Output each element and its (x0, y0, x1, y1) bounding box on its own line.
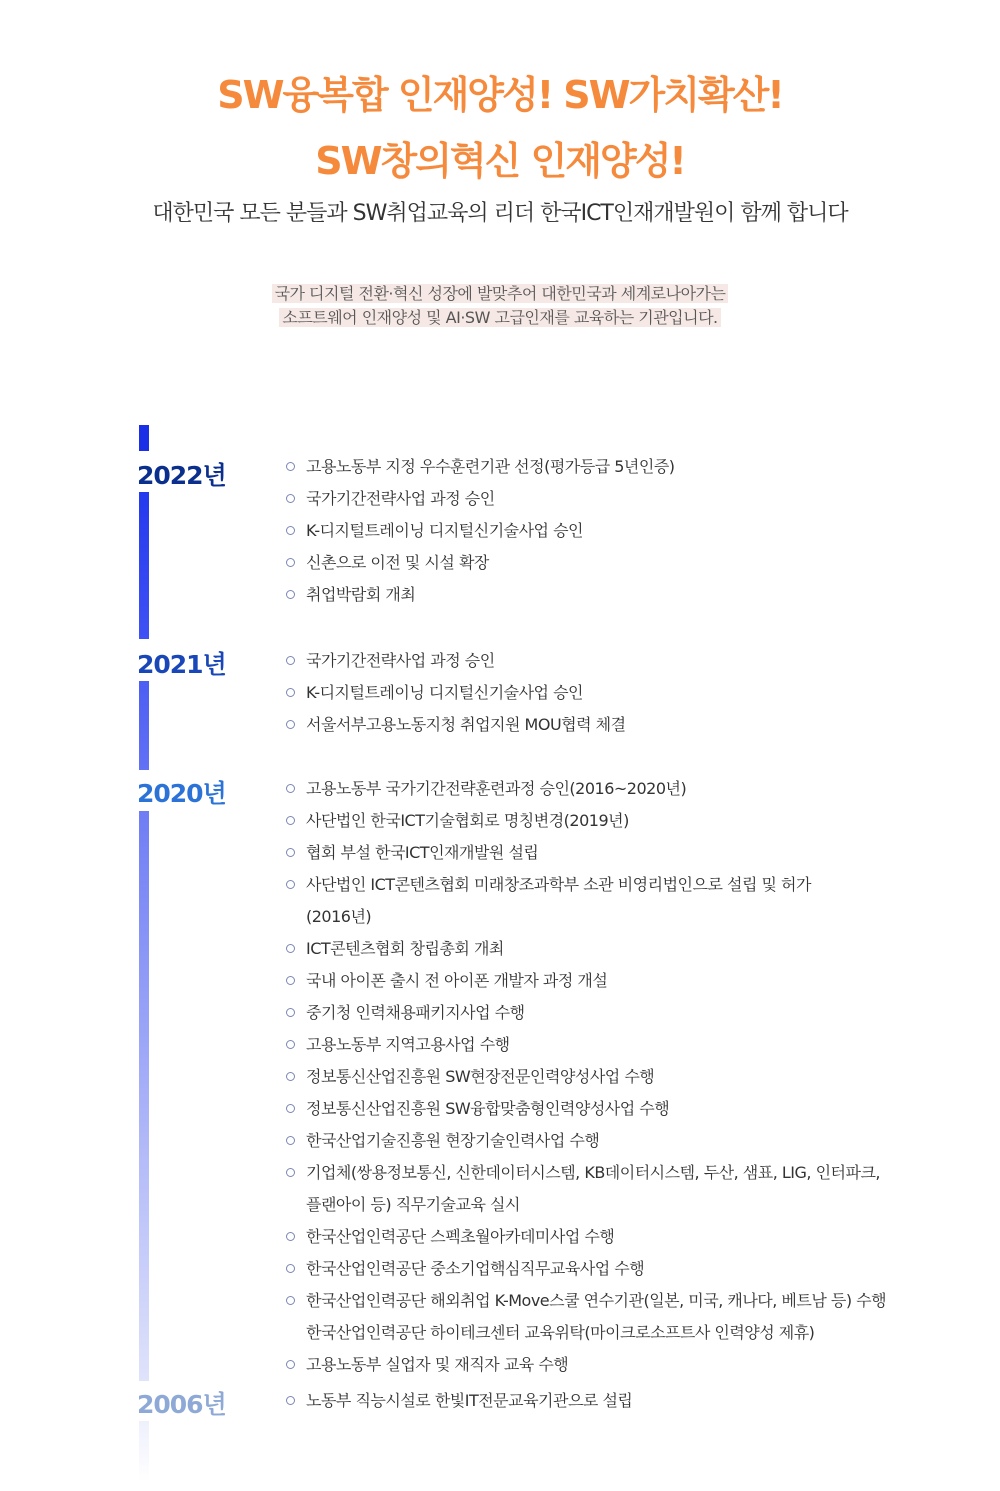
history-item: 고용노동부 국가기간전략훈련과정 승인(2016~2020년) (286, 773, 966, 805)
history-item: 서울서부고용노동지청 취업지원 MOU협력 체결 (286, 709, 966, 741)
history-item: 기업체(쌍용정보통신, 신한데이터시스템, KB데이터시스템, 두산, 샘표, LIG, 인터파크, (286, 1157, 966, 1189)
history-item: 정보통신산업진흥원 SW현장전문인력양성사업 수행 (286, 1061, 966, 1093)
history-item: 협회 부설 한국ICT인재개발원 설립 (286, 837, 966, 869)
history-item: 사단법인 ICT콘텐츠협회 미래창조과학부 소관 비영리법인으로 설립 및 허가 (286, 869, 966, 901)
headline-line-2: SW창의혁신 인재양성! (315, 139, 685, 183)
timeline-bar-segment (139, 811, 149, 1381)
history-item: 고용노동부 지역고용사업 수행 (286, 1029, 966, 1061)
history-item: 한국산업기술진흥원 현장기술인력사업 수행 (286, 1125, 966, 1157)
history-item: 중기청 인력채용패키지사업 수행 (286, 997, 966, 1029)
subtitle: 대한민국 모든 분들과 SW취업교육의 리더 한국ICT인재개발원이 함께 합니다 (152, 201, 848, 226)
history-list-2006 (286, 1385, 966, 1417)
headline-line-1: SW융복합 인재양성! SW가치확산! (217, 73, 783, 117)
history-item: 노동부 직능시설로 한빛IT전문교육기관으로 설립 (286, 1385, 966, 1417)
history-list-2021 (286, 645, 966, 741)
year-label-2022: 2022년 (137, 461, 226, 490)
timeline-bar-segment (139, 425, 149, 451)
history-item: K-디지털트레이닝 디지털신기술사업 승인 (286, 515, 966, 547)
history-item: 한국산업인력공단 해외취업 K-Move스쿨 연수기관(일본, 미국, 캐나다, 베트남 등) 수행 (286, 1285, 966, 1317)
history-item: 한국산업인력공단 중소기업핵심직무교육사업 수행 (286, 1253, 966, 1285)
history-item: 한국산업인력공단 스펙초월아카데미사업 수행 (286, 1221, 966, 1253)
history-item: 국내 아이폰 출시 전 아이폰 개발자 과정 개설 (286, 965, 966, 997)
history-item: 국가기간전략사업 과정 승인 (286, 483, 966, 515)
year-label-2021: 2021년 (137, 650, 226, 679)
history-item-continuation: 플랜아이 등) 직무기술교육 실시 (306, 1195, 520, 1214)
history-item: 고용노동부 실업자 및 재직자 교육 수행 (286, 1349, 966, 1381)
history-item: 사단법인 한국ICT기술협회로 명칭변경(2019년) (286, 805, 966, 837)
intro-line-1: 국가 디지털 전환·혁신 성장에 발맞추어 대한민국과 세계로나아가는 (272, 284, 729, 303)
timeline-bar-segment (139, 1421, 149, 1481)
timeline-bar-segment (139, 492, 149, 639)
history-item: 취업박람회 개최 (286, 579, 966, 611)
history-list-2022 (286, 451, 966, 611)
history-item-continuation: 한국산업인력공단 하이테크센터 교육위탁(마이크로소프트사 인력양성 제휴) (306, 1323, 815, 1342)
history-item: 고용노동부 지정 우수훈련기관 선정(평가등급 5년인증) (286, 451, 966, 483)
history-item: 신촌으로 이전 및 시설 확장 (286, 547, 966, 579)
year-label-2020: 2020년 (137, 779, 226, 808)
history-item: 정보통신산업진흥원 SW융합맞춤형인력양성사업 수행 (286, 1093, 966, 1125)
intro-text (0, 282, 1000, 330)
history-item: 국가기간전략사업 과정 승인 (286, 645, 966, 677)
intro-line-2: 소프트웨어 인재양성 및 AI·SW 고급인재를 교육하는 기관입니다. (279, 308, 720, 327)
history-list-2020 (286, 773, 966, 1381)
history-item-continuation: (2016년) (306, 907, 372, 926)
history-item: ICT콘텐츠협회 창립총회 개최 (286, 933, 966, 965)
year-label-2006: 2006년 (137, 1390, 226, 1419)
history-item: K-디지털트레이닝 디지털신기술사업 승인 (286, 677, 966, 709)
timeline-bar-segment (139, 681, 149, 770)
